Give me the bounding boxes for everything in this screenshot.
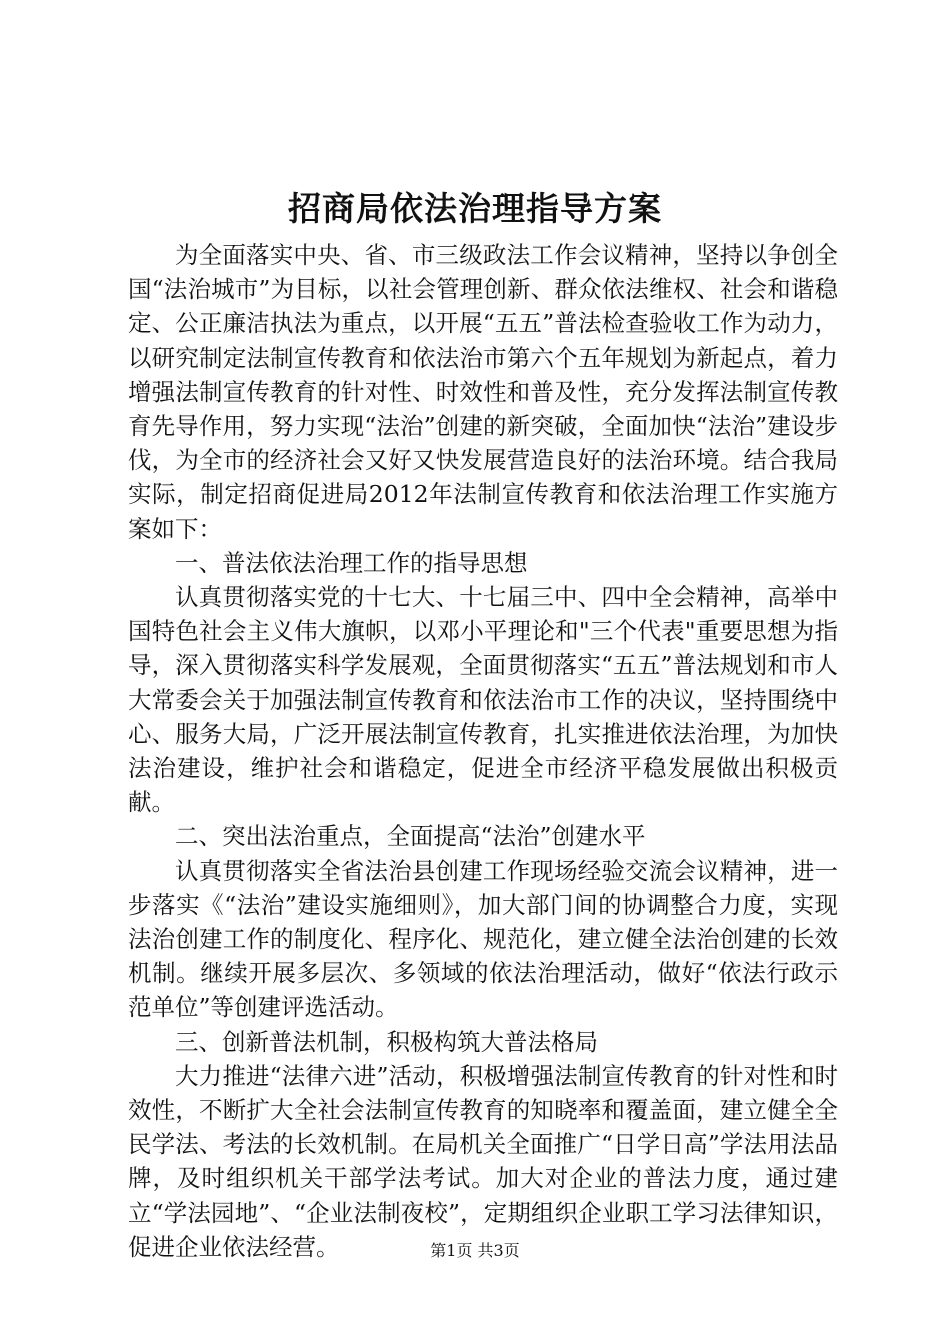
section-body-3: 大力推进“法律六进”活动，积极增强法制宣传教育的针对性和时效性，不断扩大全社会法制宣传教育的知晓率和覆盖面，建立健全全民学法、考法的长效机制。在局机关全面推广“日学日高”学法用法品牌，及时组织机关干部学法考试。加大对企业的普法力度，通过建立“学法园地”、“企业法制夜校”，定期组织企业职工学习法律知识，促进企业依法经营。	[128, 1061, 838, 1261]
section-heading-1: 一、普法依法治理工作的指导思想	[175, 548, 528, 577]
page-footer: 第1页 共3页	[430, 1241, 520, 1260]
document-body	[128, 238, 838, 1264]
section-body-1: 认真贯彻落实党的十七大、十七届三中、四中全会精神，高举中国特色社会主义伟大旗帜，以邓小平理论和"三个代表"重要思想为指导，深入贯彻落实科学发展观，全面贯彻落实“五五”普法规划和市人大常委会关于加强法制宣传教育和依法治市工作的决议，坚持围绕中心、服务大局，广泛开展法制宣传教育，扎实推进依法治理，为加快法治建设，维护社会和谐稳定，促进全市经济平稳发展做出积极贡献。	[128, 583, 838, 817]
section-body-2: 认真贯彻落实全省法治县创建工作现场经验交流会议精神，进一步落实《“法治”建设实施细则》，加大部门间的协调整合力度，实现法治创建工作的制度化、程序化、规范化，建立健全法治创建的长效机制。继续开展多层次、多领域的依法治理活动，做好“依法行政示范单位”等创建评选活动。	[128, 856, 838, 1022]
document-title: 招商局依法治理指导方案	[288, 189, 662, 228]
section-heading-3: 三、创新普法机制，积极构筑大普法格局	[175, 1027, 598, 1056]
section-heading-2: 二、突出法治重点，全面提高“法治”创建水平	[175, 822, 646, 851]
intro-paragraph: 为全面落实中央、省、市三级政法工作会议精神，坚持以争创全国“法治城市”为目标，以社会管理创新、群众依法维权、社会和谐稳定、公正廉洁执法为重点，以开展“五五”普法检查验收工作为动力，以研究制定法制宣传教育和依法治市第六个五年规划为新起点，着力增强法制宣传教育的针对性、时效性和普及性，充分发挥法制宣传教育先导作用，努力实现“法治”创建的新突破，全面加快“法治”建设步伐，为全市的经济社会又好又快发展营造良好的法治环境。结合我局实际，制定招商促进局2012年法制宣传教育和依法治理工作实施方案如下：	[128, 241, 838, 543]
